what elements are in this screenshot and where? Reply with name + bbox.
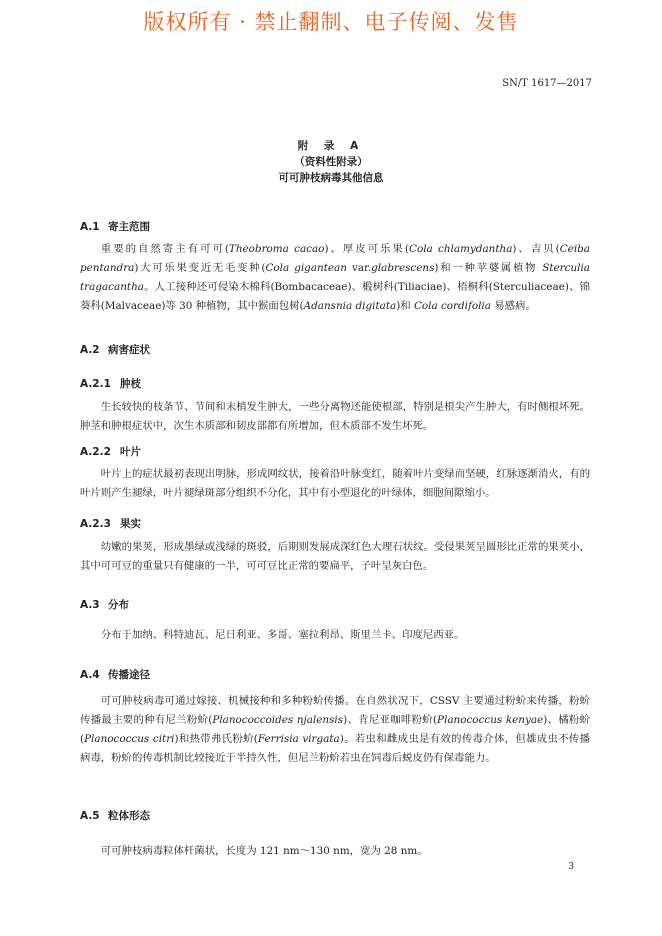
section-heading-a1	[80, 219, 150, 234]
section-heading-a22	[80, 444, 141, 459]
section-title: 分布	[108, 599, 129, 611]
section-title: 粒体形态	[108, 810, 150, 822]
appendix-header	[0, 138, 662, 186]
section-title: 寄主范围	[108, 221, 150, 233]
section-title: 果实	[120, 518, 141, 530]
section-number: A.4	[80, 669, 100, 681]
section-heading-a3	[80, 597, 129, 612]
page-number: 3	[568, 862, 574, 872]
paragraph-leaf: 叶片上的症状最初表现出明脉，形成网纹状，接着沿叶脉变红，随着叶片变绿而坚硬，红脉逐渐消火，有的叶片则产生褪绿，叶片褪绿斑部分组织不分化，其中有小型退化的叶绿体，细胞间隙缩小。	[80, 468, 590, 499]
section-title: 传播途径	[108, 669, 150, 681]
section-number: A.2.3	[80, 518, 111, 530]
section-title: 病害症状	[108, 344, 150, 356]
standard-code: SN/T 1617—2017	[502, 78, 592, 89]
watermark-banner: 版权所有 · 禁止翻制、电子传阅、发售	[143, 10, 519, 34]
paragraph-distribution: 分布于加纳、科特迪瓦、尼日利亚、多哥、塞拉利昂、斯里兰卡、印度尼西亚。	[100, 629, 465, 641]
paragraph-fruit: 幼嫩的果荚，形成墨绿或浅绿的斑驳，后期则发展成深红色大理石状纹。受侵果荚呈圆形比正常的果荚小，其中可可豆的重量只有健康的一半，可可豆比正常的要扁平，子叶呈灰白色。	[80, 541, 590, 572]
section-number: A.1	[80, 221, 100, 233]
section-heading-a21	[80, 376, 141, 391]
section-heading-a23	[80, 516, 141, 531]
paragraph-host-range: 重要的自然寄主有可可(Theobroma cacao)、厚皮可乐果(Cola chlamydantha)、吉贝(Ceiba pentandra)大可乐果变近无毛变种(Cola gigantean var.glabrescens)和一种苹婆属植物 Sterculia tragacantha。人工接种还可侵染木棉科(Bombacaceae)、椴树科(Tiliaciae)、梧桐科(Sterculiaceae)、锦葵科(Malvaceae)等 30 种植物，其中猴面包树(Adansnia digitata)和 Cola cordifolia 易感病。	[80, 243, 591, 312]
section-title: 肿枝	[120, 378, 141, 390]
appendix-heading: 可可肿枝病毒其他信息	[278, 172, 384, 184]
appendix-nature: （资料性附录）	[294, 156, 368, 168]
paragraph-swelling: 生长较快的枝条节、节间和末梢发生肿大，一些分离物还能使根部，特别是根尖产生肿大，有时侧根坏死。肿茎和肿根症状中，次生木质部和韧皮部都有所增加，但木质部不发生坏死。	[80, 401, 590, 432]
section-number: A.3	[80, 599, 100, 611]
section-number: A.2.1	[80, 378, 111, 390]
section-number: A.5	[80, 810, 100, 822]
paragraph-transmission: 可可肿枝病毒可通过嫁接、机械接种和多种粉蚧传播。在自然状况下，CSSV 主要通过粉蚧来传播，粉蚧传播最主要的种有尼兰粉蚧(Planococcoides njalensis)、肯尼亚咖啡粉蚧(Planococcus kenyae)、橘粉蚧(Planococcus citri)和热带弗氏粉蚧(Ferrisia virgata)。若虫和雌成虫是有效的传毒介体，但雄成虫不传播病毒，粉蚧的传毒机制比较接近于半持久性，但尼兰粉蚧若虫在饲毒后蜕皮仍有保毒能力。	[80, 695, 591, 764]
section-title: 叶片	[120, 446, 141, 458]
section-heading-a2	[80, 342, 150, 357]
section-number: A.2.2	[80, 446, 111, 458]
section-heading-a4	[80, 667, 150, 682]
appendix-title: 附 录 A	[297, 140, 365, 152]
section-number: A.2	[80, 344, 100, 356]
paragraph-morphology: 可可肿枝病毒粒体杆菌状，长度为 121 nm～130 nm，宽为 28 nm。	[100, 845, 428, 857]
section-heading-a5	[80, 808, 150, 823]
